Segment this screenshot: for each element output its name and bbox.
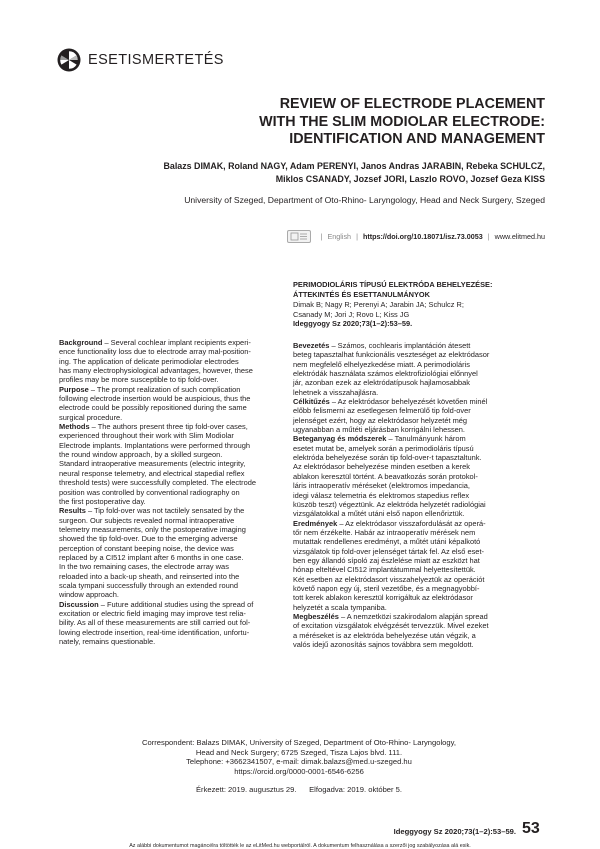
abstract-en-line (59, 403, 287, 412)
abstract-hu-line (293, 547, 543, 556)
abstract-en-text: surgeon. Our subjects revealed normal intraoperative (59, 515, 235, 525)
abstract-en-text: profiles may be more susceptible to tip fold-over. (59, 375, 219, 385)
abstract-en-line (59, 459, 287, 468)
abstract-hu-text: hónap elteltével CI512 implantátummal helyettesítettük. (293, 565, 476, 575)
abstract-hu-text: elektródák használata számos elektrofiziológiai előnnyel (293, 369, 478, 379)
abstract-en-line (59, 488, 287, 497)
abstract-hu-text: – A nemzetközi szakirodalom alapján spread (338, 611, 488, 621)
abstract-hu-text: tott kerek ablakon keresztül korrigáltuk az elektródasor (293, 593, 473, 603)
abstract-en-line (59, 394, 287, 403)
hu-title-line: PERIMODIOLÁRIS TÍPUSÚ ELEKTRÓDA BEHELYEZÉSE: (293, 280, 493, 289)
abstract-en-text: reloaded into a back-up sheath, and reinserted into the (59, 571, 240, 581)
abstract-hu-section-heading: Eredmények (293, 518, 338, 528)
abstract-hu-text: vizsgálatok tip fold-over jelenséget tártak fel. Az első eset- (293, 546, 484, 556)
abstract-en-text: – Future additional studies using the spread of (98, 599, 254, 609)
abstract-en-text: showed the tip fold-over. Due to the emerging adverse (59, 534, 238, 544)
abstract-hu-section-heading: Megbeszélés (293, 611, 339, 621)
abstract-en-text: lowing electrode insertion, real-time identification, unfortu- (59, 627, 250, 637)
abstract-en-text: nately, remains questionable. (59, 637, 156, 646)
abstract-hu-line (293, 491, 543, 500)
abstract-hu-line (293, 519, 543, 528)
abstract-hu-line (293, 575, 543, 584)
correspondence-line: Telephone: +3662341507, e-mail: dimak.balazs@med.u-szeged.hu (186, 757, 412, 767)
abstract-hu-line (293, 369, 543, 378)
separator: | (356, 231, 358, 241)
abstract-en-line (59, 553, 287, 562)
abstract-hu-line (293, 565, 543, 574)
abstract-hu-section-heading: Beteganyag és módszerek (293, 434, 387, 444)
abstract-en-line (59, 609, 287, 618)
abstract-en-text: excitation or electric field imaging may improve test relia- (59, 608, 246, 618)
abstract-hu-line (293, 528, 543, 537)
abstract-en-section-heading: Background (59, 338, 103, 347)
abstract-en-line (59, 441, 287, 450)
abstract-hu-text: – Tanulmányunk három (386, 434, 466, 444)
abstract-hu-text: valós idejű azonosítás sajnos továbbra sem megoldott. (293, 640, 474, 649)
doi-link[interactable]: https://doi.org/10.18071/isz.73.0053 (362, 231, 483, 241)
abstract-hu-text: előbb felismerni az esetlegesen felmerülő tip fold-over (293, 406, 471, 416)
abstract-en-line (59, 478, 287, 487)
website-link[interactable]: www.elitmed.hu (494, 231, 545, 241)
journal-citation: Ideggyogy Sz 2020;73(1–2):53–59. (393, 827, 516, 836)
abstract-en-text: the first postoperative day. (59, 496, 146, 506)
affiliation: University of Szeged, Department of Oto-Rhino- Laryngology, Head and Neck Surgery, Szeged (184, 195, 545, 205)
abstract-hu-line (293, 481, 543, 490)
abstract-en-text: experienced throughout their work with Slim Modiolar (59, 431, 234, 441)
abstract-en-text: bility. As all of these measurements are still carried out fol- (59, 618, 251, 628)
hungarian-meta (293, 300, 553, 329)
abstract-hu-line (293, 378, 543, 387)
abstract-en-line (59, 413, 287, 422)
title-line: IDENTIFICATION AND MANAGEMENT (289, 131, 545, 147)
abstract-hu-text: – Számos, cochlearis implantáción átesett (329, 341, 471, 350)
abstract-en-line (59, 544, 287, 553)
abstract-en-text: ence functionality loss due to electrode array mal-position- (59, 347, 251, 357)
article-title (125, 96, 545, 149)
abstract-hu-text: of excitation vizsgálatok elvégzését tervezzük. Mivel ezeket (293, 621, 489, 631)
hu-author-line: Csanady M; Jori J; Rovo L; Kiss JG (293, 309, 410, 319)
abstract-en-line (59, 385, 287, 394)
authors-line: Balazs DIMAK, Roland NAGY, Adam PERENYI, Janos Andras JARABIN, Rebeka SCHULCZ, (163, 161, 545, 171)
orcid-link[interactable]: https://orcid.org/0000-0001-6546-6256 (234, 766, 364, 776)
abstract-hu-line (293, 462, 543, 471)
abstract-hu-text: követő napon egy új, steril vezetőbe, és a megnagyobbí- (293, 583, 480, 593)
correspondence-line: Correspondent: Balazs DIMAK, University of Szeged, Department of Oto-Rhino- Laryngology, (142, 738, 456, 747)
abstract-hu-text: – Az elektródasor visszafordulását az operá- (337, 518, 486, 528)
abstract-en-text: perception of constant beeping noise, the device was (59, 543, 234, 553)
abstract-hungarian (293, 341, 543, 649)
abstract-hu-line (293, 593, 543, 602)
abstract-hu-line (293, 434, 543, 443)
abstract-en-text: – Several cochlear implant recipients experi- (102, 338, 251, 347)
abstract-en-line (59, 366, 287, 375)
abstract-hu-text: helyzetét a scala tympaniba. (293, 602, 387, 612)
abstract-hu-text: vizsgálatokkal a műtét utáni első napon ellenőriztük. (293, 509, 465, 519)
abstract-en-section-heading: Purpose (59, 384, 89, 394)
abstract-en-text: ing. The application of delicate perimodiolar electrodes (59, 356, 239, 366)
spiral-logo-icon (57, 48, 81, 72)
abstract-en-text: – The prompt realization of such complication (88, 384, 241, 394)
abstract-en-text: replaced by a CI512 implant after 6 months in one case. (59, 552, 244, 562)
abstract-hu-text: tőr nem érzékelte. Habár az intraoperatív mérések nem (293, 527, 476, 537)
abstract-hu-line (293, 406, 543, 415)
abstract-en-text: position was controlled by conventional radiography on (59, 487, 240, 497)
abstract-en-line (59, 516, 287, 525)
abstract-hu-line (293, 621, 543, 630)
abstract-en-line (59, 581, 287, 590)
abstract-en-text: telemetry measurements, only the postoperative imaging (59, 524, 246, 534)
abstract-hu-line (293, 640, 543, 649)
abstract-en-text: electrode could be possibly repositioned during the same (59, 403, 247, 413)
abstract-en-line (59, 497, 287, 506)
abstract-hu-text: Az elektródasor behelyezése minden esetben a kerek (293, 462, 470, 472)
download-notice: Az alábbi dokumentumot magáncélra töltötték le az eLitMed.hu webportálról. A dokumentum felhasználása a szerzői jog szabályozása alá esik. (129, 843, 471, 849)
abstract-hu-text: ben egy állandó sípoló zaj észlelése miatt az eszközt hat (293, 555, 480, 565)
abstract-en-text: neural response telemetry, and electrical stapedial reflex (59, 468, 245, 478)
abstract-hu-text: ablakon keresztül történt. A beavatkozás során protokol- (293, 471, 478, 481)
abstract-hu-text: Két esetben az elektródasort visszahelyeztük az operációt (293, 574, 485, 584)
abstract-hu-line (293, 631, 543, 640)
abstract-en-line (59, 562, 287, 571)
abstract-hu-section-heading: Célkitűzés (293, 397, 330, 407)
abstract-en-line (59, 347, 287, 356)
abstract-en-line (59, 590, 287, 599)
abstract-en-line (59, 450, 287, 459)
separator: | (487, 231, 490, 241)
abstract-hu-text: küszöb teszt) végeztünk. Az elektróda helyzetét radiológiai (293, 499, 486, 509)
abstract-en-line (59, 506, 287, 515)
abstract-hu-text: nem megfelelő elhelyezkedése miatt. A perimodioláris (293, 359, 470, 369)
abstract-hu-text: esetet mutat be, amelyek során a perimodioláris típusú (293, 443, 474, 453)
brand-header (57, 48, 224, 72)
abstract-en-text: Electrode implants. Implantations were performed through (59, 440, 250, 450)
abstract-english (59, 338, 287, 646)
abstract-en-line (59, 375, 287, 384)
abstract-en-line (59, 525, 287, 534)
abstract-en-text: – The authors present three tip fold-over cases, (89, 422, 248, 432)
abstract-en-text: scala tympani successfully through an extended round (59, 580, 239, 590)
abstract-en-line (59, 628, 287, 637)
language-label[interactable]: English (327, 231, 352, 241)
abstract-hu-section-heading: Bevezetés (293, 341, 330, 350)
abstract-en-text: – Tip fold-over was not tactilely sensated by the (85, 506, 245, 516)
abstract-hu-line (293, 388, 543, 397)
hu-author-line: Dimak B; Nagy R; Perenyi A; Jarabin JA; Schulcz R; (293, 300, 464, 309)
correspondence (59, 738, 539, 776)
abstract-hu-line (293, 397, 543, 406)
abstract-en-line (59, 534, 287, 543)
abstract-en-line (59, 357, 287, 366)
separator: | (320, 231, 323, 241)
abstract-hu-text: a méréseket is az elektróda behelyezése után végzik, a (293, 630, 476, 640)
abstract-hu-line (293, 416, 543, 425)
abstract-hu-line (293, 509, 543, 518)
abstract-en-line (59, 572, 287, 581)
abstract-hu-line (293, 500, 543, 509)
abstract-hu-text: jelenséget ezért, hogy az elektródasor helyzetét még (293, 415, 468, 425)
abstract-hu-text: lehetnek a visszahajlásra. (293, 387, 379, 397)
abstract-en-line (59, 637, 287, 646)
abstract-hu-line (293, 425, 543, 434)
abstract-hu-line (293, 584, 543, 593)
abstract-en-section-heading: Results (59, 506, 86, 516)
hu-title-line: ÁTTEKINTÉS ÉS ESETTANULMÁNYOK (293, 289, 431, 299)
hu-citation: Ideggyogy Sz 2020;73(1–2):53–59. (293, 319, 413, 329)
abstract-hu-text: láris intraoperatív méréseket (elektromos impedancia, (293, 481, 470, 491)
abstract-hu-line (293, 341, 543, 350)
abstract-en-text: Standard intraoperative measurements (electric integrity, (59, 459, 246, 469)
hungarian-title (293, 280, 553, 299)
brand-label: ESETISMERTETÉS (88, 52, 224, 68)
abstract-en-text: has many electrophysiological advantages, however, these (59, 366, 253, 376)
abstract-hu-text: beteg tapasztalhat funkcionális veszteséget az elektródasor (293, 350, 490, 360)
abstract-en-text: surgical procedure. (59, 412, 123, 422)
abstract-hu-line (293, 453, 543, 462)
abstract-en-line (59, 600, 287, 609)
abstract-hu-text: – Az elektródasor behelyezését követően minél (329, 397, 488, 407)
abstract-hu-text: idegi válasz telemetria és elektromos stapedius reflex (293, 490, 470, 500)
abstract-hu-line (293, 350, 543, 359)
abstract-hu-text: jár, azonban ezek az elektródatípusok hajlamosabbak (293, 378, 470, 388)
abstract-en-section-heading: Discussion (59, 599, 99, 609)
abstract-hu-text: elektróda behelyezése során tip fold-over-t tapasztaltunk. (293, 453, 482, 463)
correspondence-line: Head and Neck Surgery; 6725 Szeged, Tisza Lajos blvd. 111. (195, 747, 403, 757)
abstract-hu-line (293, 603, 543, 612)
abstract-en-text: window approach. (59, 590, 119, 600)
title-line: REVIEW OF ELECTRODE PLACEMENT (279, 96, 545, 112)
abstract-hu-line (293, 444, 543, 453)
abstract-en-text: In the two remaining cases, the electrode array was (59, 562, 229, 572)
abstract-en-line (59, 618, 287, 627)
page-number: 53 (522, 820, 540, 837)
abstract-en-line (59, 431, 287, 440)
abstract-en-text: the round window approach, by a skilled surgeon. (59, 450, 223, 460)
abstract-en-text: following electrode insertion would be auspicious, thus the (59, 394, 251, 404)
doi-bar (287, 227, 545, 245)
abstract-en-text: threshold tests) were successfully completed. The electrode (59, 478, 257, 488)
abstract-hu-text: mutattak rendellenes eredményt, a műtét utáni képalkotó (293, 537, 481, 547)
received-accepted-dates: Érkezett: 2019. augusztus 29. Elfogadva: 2019. október 5. (195, 785, 402, 794)
authors-line: Miklos CSANADY, Jozsef JORI, Laszlo ROVO, Jozsef Geza KISS (275, 173, 545, 184)
abstract-hu-line (293, 472, 543, 481)
abstract-hu-line (293, 556, 543, 565)
abstract-hu-line (293, 537, 543, 546)
author-list (75, 160, 545, 185)
abstract-en-line (59, 338, 287, 347)
abstract-hu-line (293, 612, 543, 621)
document-icon (287, 230, 311, 243)
abstract-hu-line (293, 360, 543, 369)
abstract-en-line (59, 422, 287, 431)
abstract-en-section-heading: Methods (59, 422, 90, 432)
abstract-hu-text: ugyanabban a műtéti eljárásban korrigálni lehessen. (293, 425, 465, 435)
title-line: WITH THE SLIM MODIOLAR ELECTRODE: (259, 113, 545, 130)
abstract-en-line (59, 469, 287, 478)
